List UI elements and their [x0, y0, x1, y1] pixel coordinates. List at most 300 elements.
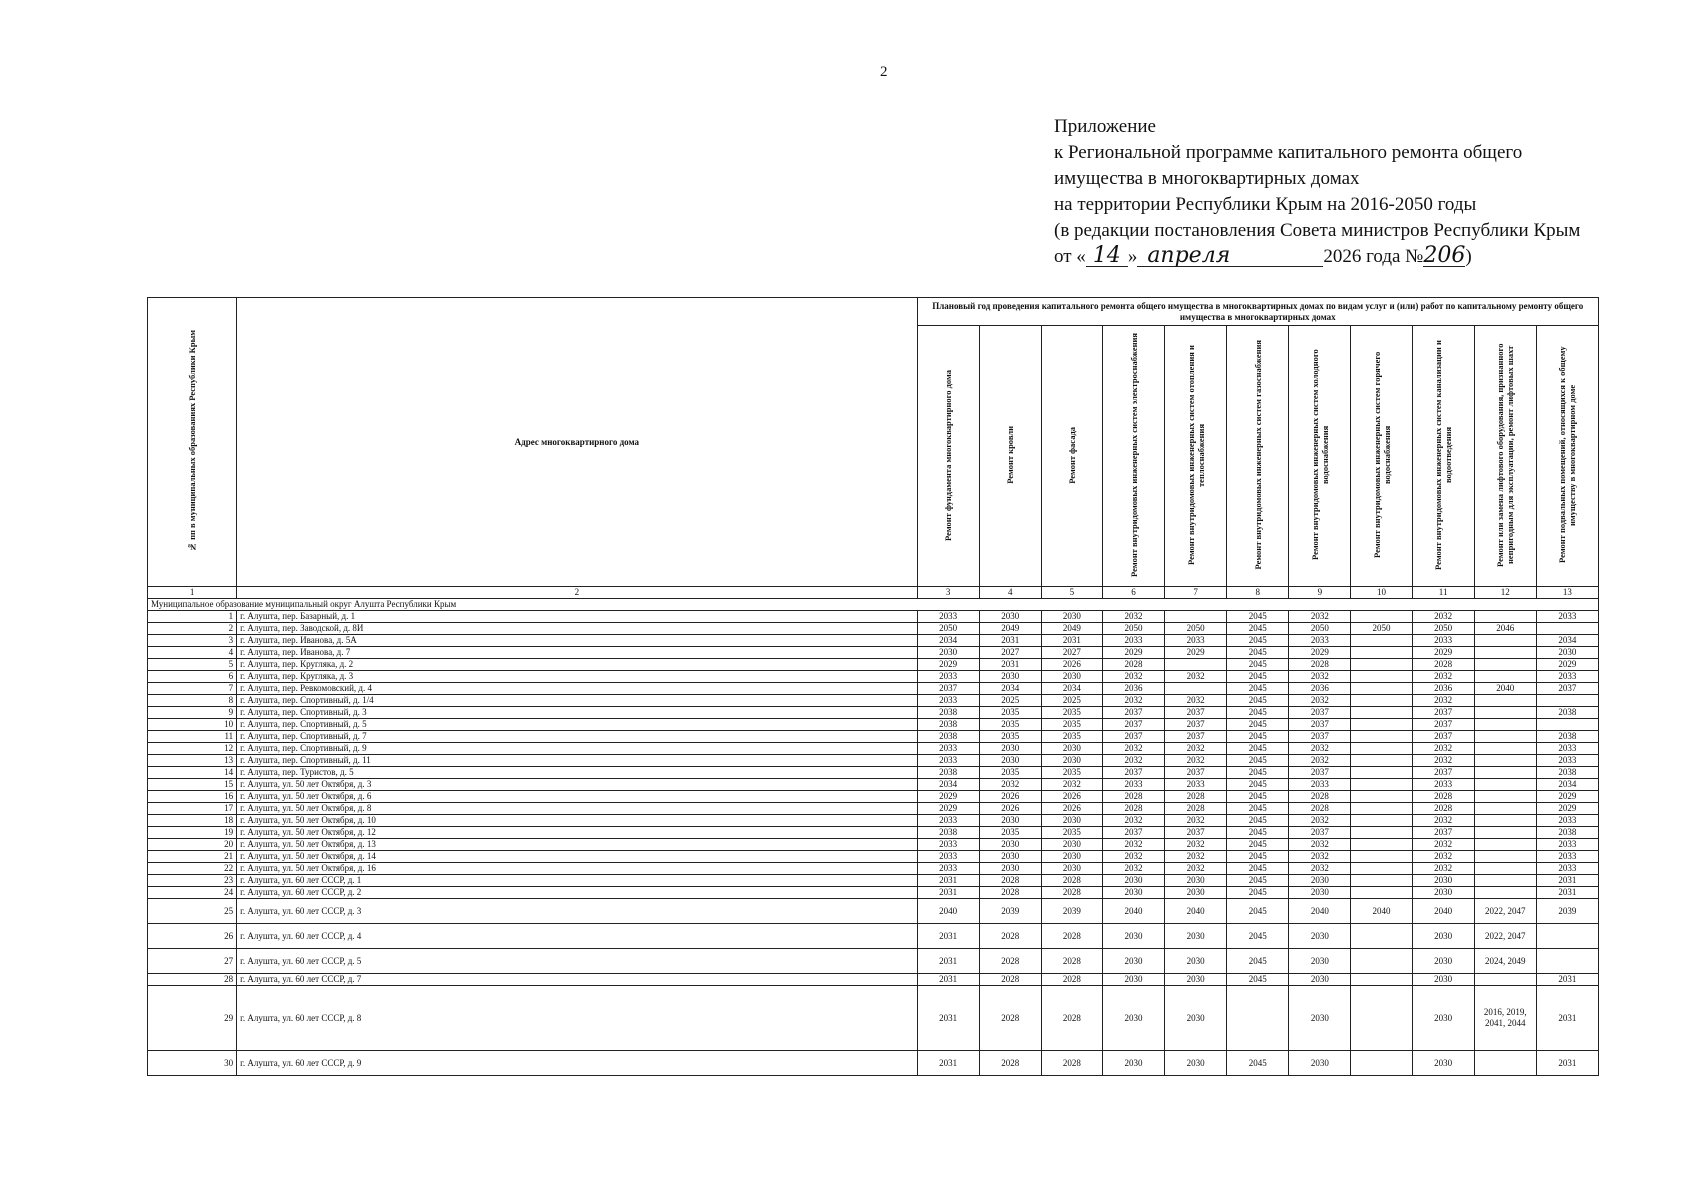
year-cell: 2045: [1227, 887, 1289, 899]
year-cell: 2037: [1536, 683, 1598, 695]
year-cell: 2028: [1102, 659, 1164, 671]
year-cell: 2035: [1041, 731, 1102, 743]
year-cell: 2032: [1165, 851, 1227, 863]
year-cell: 2030: [1412, 1051, 1474, 1076]
year-cell: [1474, 974, 1536, 986]
year-cell: [1351, 671, 1412, 683]
year-cell: 2050: [1165, 623, 1227, 635]
year-cell: 2033: [1536, 743, 1598, 755]
year-cell: 2029: [1536, 791, 1598, 803]
year-cell: 2045: [1227, 815, 1289, 827]
year-cell: 2031: [979, 659, 1041, 671]
column-number: 12: [1474, 587, 1536, 599]
year-cell: [1474, 707, 1536, 719]
table-row: [148, 851, 1599, 863]
year-cell: 2050: [1351, 623, 1412, 635]
row-number: 19: [148, 827, 237, 839]
row-number: 23: [148, 875, 237, 887]
row-number: 27: [148, 949, 237, 974]
year-cell: 2034: [917, 779, 979, 791]
year-cell: [1536, 719, 1598, 731]
year-cell: 2032: [1102, 611, 1164, 623]
year-cell: 2049: [979, 623, 1041, 635]
year-cell: 2031: [1041, 635, 1102, 647]
year-cell: 2030: [1041, 755, 1102, 767]
year-cell: 2030: [1102, 949, 1164, 974]
year-cell: 2037: [1165, 827, 1227, 839]
row-address: г. Алушта, пер. Спортивный, д. 11: [237, 755, 917, 767]
year-cell: [1351, 887, 1412, 899]
year-cell: 2039: [1041, 899, 1102, 924]
year-cell: 2045: [1227, 611, 1289, 623]
year-cell: 2035: [1041, 827, 1102, 839]
year-cell: [1536, 623, 1598, 635]
year-cell: [1474, 875, 1536, 887]
year-cell: 2029: [1536, 659, 1598, 671]
year-cell: [1474, 659, 1536, 671]
table-row: [148, 611, 1599, 623]
year-cell: 2032: [1165, 695, 1227, 707]
year-cell: 2028: [1041, 1051, 1102, 1076]
year-cell: 2037: [1412, 731, 1474, 743]
year-cell: 2032: [1289, 863, 1351, 875]
year-cell: [1351, 635, 1412, 647]
row-address: г. Алушта, пер. Спортивный, д. 5: [237, 719, 917, 731]
year-cell: 2028: [1041, 875, 1102, 887]
year-cell: 2030: [979, 755, 1041, 767]
year-cell: 2040: [1165, 899, 1227, 924]
year-cell: 2022, 2047: [1474, 924, 1536, 949]
year-cell: 2030: [1289, 1051, 1351, 1076]
appendix-line1: Приложение: [1054, 116, 1156, 137]
year-cell: 2045: [1227, 791, 1289, 803]
year-cell: [1351, 683, 1412, 695]
year-cell: 2037: [1102, 719, 1164, 731]
year-cell: 2030: [1289, 887, 1351, 899]
year-cell: 2031: [1536, 887, 1598, 899]
year-cell: [1351, 731, 1412, 743]
table-row: [148, 743, 1599, 755]
column-number: 11: [1412, 587, 1474, 599]
year-cell: 2045: [1227, 695, 1289, 707]
column-number: 13: [1536, 587, 1598, 599]
year-cell: 2025: [979, 695, 1041, 707]
year-cell: 2031: [1536, 1051, 1598, 1076]
year-cell: 2032: [1165, 863, 1227, 875]
row-number: 29: [148, 986, 237, 1051]
row-address: г. Алушта, ул. 60 лет СССР, д. 4: [237, 924, 917, 949]
year-cell: [1474, 611, 1536, 623]
year-cell: [1474, 635, 1536, 647]
year-cell: 2037: [1289, 827, 1351, 839]
handwritten-day: 14: [1086, 246, 1128, 267]
row-number: 20: [148, 839, 237, 851]
header-work-type: Ремонт внутридомовых инженерных систем газоснабжения: [1227, 326, 1289, 587]
municipality-row: Муниципальное образование муниципальный округ Алушта Республики Крым: [148, 599, 1599, 611]
year-cell: 2028: [979, 974, 1041, 986]
year-cell: 2030: [1412, 924, 1474, 949]
year-cell: 2045: [1227, 623, 1289, 635]
year-cell: [1351, 839, 1412, 851]
year-cell: 2033: [1412, 635, 1474, 647]
from-prefix: от «: [1054, 246, 1086, 267]
table-header: [148, 298, 1599, 587]
year-cell: 2028: [1041, 986, 1102, 1051]
header-work-type: Ремонт кровли: [979, 326, 1041, 587]
year-cell: 2045: [1227, 731, 1289, 743]
year-cell: 2034: [917, 635, 979, 647]
year-cell: 2050: [1412, 623, 1474, 635]
year-cell: 2032: [1289, 755, 1351, 767]
row-address: г. Алушта, ул. 60 лет СССР, д. 7: [237, 974, 917, 986]
year-cell: 2037: [1412, 719, 1474, 731]
year-cell: 2038: [1536, 731, 1598, 743]
table-row: [148, 707, 1599, 719]
header-work-type: Ремонт внутридомовых инженерных систем канализации и водоотведения: [1412, 326, 1474, 587]
year-cell: [1474, 755, 1536, 767]
year-cell: 2040: [1474, 683, 1536, 695]
year-cell: 2030: [1412, 875, 1474, 887]
year-cell: 2032: [1412, 695, 1474, 707]
year-cell: 2033: [1289, 635, 1351, 647]
row-address: г. Алушта, ул. 60 лет СССР, д. 9: [237, 1051, 917, 1076]
column-number: 6: [1102, 587, 1164, 599]
year-cell: [1165, 611, 1227, 623]
year-cell: [1351, 851, 1412, 863]
year-cell: 2036: [1412, 683, 1474, 695]
year-cell: 2028: [979, 887, 1041, 899]
year-cell: [1474, 839, 1536, 851]
year-cell: 2038: [1536, 767, 1598, 779]
year-cell: 2022, 2047: [1474, 899, 1536, 924]
year-cell: [1165, 659, 1227, 671]
year-cell: 2029: [917, 659, 979, 671]
row-number: 11: [148, 731, 237, 743]
year-cell: 2050: [1289, 623, 1351, 635]
year-cell: 2045: [1227, 924, 1289, 949]
year-cell: [1227, 986, 1289, 1051]
year-cell: 2045: [1227, 949, 1289, 974]
year-cell: 2035: [979, 719, 1041, 731]
year-cell: [1351, 647, 1412, 659]
table-row: [148, 899, 1599, 924]
handwritten-number: 206: [1423, 243, 1466, 268]
year-cell: 2028: [1412, 791, 1474, 803]
table-row: [148, 1051, 1599, 1076]
year-cell: 2045: [1227, 827, 1289, 839]
year-cell: 2033: [1102, 635, 1164, 647]
row-number: 2: [148, 623, 237, 635]
year-cell: [1351, 863, 1412, 875]
table-row: [148, 671, 1599, 683]
row-address: г. Алушта, ул. 60 лет СССР, д. 5: [237, 949, 917, 974]
year-cell: 2030: [1289, 974, 1351, 986]
year-cell: 2045: [1227, 839, 1289, 851]
year-cell: 2028: [979, 1051, 1041, 1076]
header-work-type: Ремонт фасада: [1041, 326, 1102, 587]
year-cell: 2045: [1227, 1051, 1289, 1076]
table-row: [148, 791, 1599, 803]
row-address: г. Алушта, пер. Спортивный, д. 7: [237, 731, 917, 743]
year-cell: 2039: [979, 899, 1041, 924]
year-cell: 2045: [1227, 899, 1289, 924]
year-cell: 2032: [1412, 755, 1474, 767]
quote-close: »: [1127, 246, 1138, 267]
year-cell: [1351, 815, 1412, 827]
year-cell: 2033: [917, 671, 979, 683]
year-cell: 2037: [1102, 731, 1164, 743]
year-cell: 2033: [1289, 779, 1351, 791]
year-cell: 2040: [917, 899, 979, 924]
year-cell: 2028: [979, 875, 1041, 887]
year-cell: [1351, 1051, 1412, 1076]
year-cell: [1474, 719, 1536, 731]
row-number: 1: [148, 611, 237, 623]
header-work-type: Ремонт внутридомовых инженерных систем отопления и теплоснабжения: [1165, 326, 1227, 587]
table-row: [148, 827, 1599, 839]
year-cell: 2030: [1289, 986, 1351, 1051]
year-cell: 2045: [1227, 875, 1289, 887]
year-cell: 2029: [917, 803, 979, 815]
year-cell: 2032: [979, 779, 1041, 791]
year-cell: 2030: [1289, 949, 1351, 974]
year-cell: 2045: [1227, 779, 1289, 791]
year-cell: 2032: [1102, 671, 1164, 683]
year-cell: 2035: [979, 731, 1041, 743]
year-cell: 2033: [1165, 635, 1227, 647]
year-cell: 2028: [1041, 974, 1102, 986]
year-cell: 2028: [1102, 791, 1164, 803]
year-cell: [1474, 695, 1536, 707]
header-col-number: № пп в муниципальных образованиях Республики Крым: [148, 298, 237, 587]
appendix-date-line: [1054, 244, 1580, 270]
table-row: [148, 767, 1599, 779]
year-cell: 2037: [1289, 707, 1351, 719]
year-cell: 2031: [917, 974, 979, 986]
year-cell: 2033: [917, 695, 979, 707]
year-cell: 2037: [1102, 827, 1164, 839]
row-number: 13: [148, 755, 237, 767]
year-cell: 2030: [1041, 815, 1102, 827]
column-number: 2: [237, 587, 917, 599]
year-cell: 2034: [1536, 779, 1598, 791]
year-cell: 2030: [1102, 1051, 1164, 1076]
year-cell: 2038: [917, 731, 979, 743]
year-cell: [1351, 743, 1412, 755]
year-cell: 2030: [1165, 875, 1227, 887]
year-cell: [1351, 707, 1412, 719]
year-cell: 2027: [1041, 647, 1102, 659]
year-cell: 2036: [1102, 683, 1164, 695]
year-cell: [1474, 803, 1536, 815]
year-cell: [1351, 803, 1412, 815]
year-cell: 2032: [1102, 851, 1164, 863]
row-address: г. Алушта, ул. 60 лет СССР, д. 3: [237, 899, 917, 924]
year-cell: 2028: [1412, 659, 1474, 671]
year-cell: 2029: [1289, 647, 1351, 659]
year-cell: 2033: [1536, 815, 1598, 827]
appendix-line2: к Региональной программе капитального ремонта общего: [1054, 142, 1523, 163]
header-work-type: Ремонт или замена лифтового оборудования, признанного непригодным для эксплуатации, ремонт лифтовых шахт: [1474, 326, 1536, 587]
year-cell: 2030: [1412, 887, 1474, 899]
year-cell: 2040: [1289, 899, 1351, 924]
year-cell: [1351, 986, 1412, 1051]
year-cell: 2034: [1536, 635, 1598, 647]
year-cell: 2045: [1227, 635, 1289, 647]
year-cell: 2032: [1289, 695, 1351, 707]
row-address: г. Алушта, ул. 50 лет Октября, д. 3: [237, 779, 917, 791]
year-cell: 2040: [1351, 899, 1412, 924]
year-cell: 2037: [1165, 767, 1227, 779]
paren-close: ): [1465, 246, 1472, 267]
year-cell: 2033: [917, 611, 979, 623]
year-cell: 2030: [1041, 851, 1102, 863]
year-cell: 2032: [1102, 743, 1164, 755]
year-cell: 2028: [1289, 659, 1351, 671]
year-cell: 2028: [1165, 803, 1227, 815]
year-cell: 2031: [979, 635, 1041, 647]
row-number: 16: [148, 791, 237, 803]
year-cell: 2030: [1289, 924, 1351, 949]
year-cell: 2030: [1412, 949, 1474, 974]
year-cell: 2045: [1227, 851, 1289, 863]
year-cell: 2032: [1412, 743, 1474, 755]
row-number: 25: [148, 899, 237, 924]
year-cell: 2040: [1412, 899, 1474, 924]
table-row: [148, 803, 1599, 815]
year-cell: [1474, 827, 1536, 839]
year-cell: 2031: [917, 986, 979, 1051]
table-row: [148, 875, 1599, 887]
year-cell: 2033: [1536, 863, 1598, 875]
year-cell: 2030: [979, 743, 1041, 755]
year-cell: 2030: [1102, 986, 1164, 1051]
row-number: 28: [148, 974, 237, 986]
year-cell: [1474, 647, 1536, 659]
year-cell: 2033: [917, 863, 979, 875]
row-number: 7: [148, 683, 237, 695]
year-cell: 2033: [1536, 851, 1598, 863]
table-row: [148, 755, 1599, 767]
year-cell: 2037: [1102, 767, 1164, 779]
year-cell: 2030: [1536, 647, 1598, 659]
row-number: 5: [148, 659, 237, 671]
row-number: 18: [148, 815, 237, 827]
year-cell: 2045: [1227, 719, 1289, 731]
row-address: г. Алушта, ул. 50 лет Октября, д. 8: [237, 803, 917, 815]
row-address: г. Алушта, пер. Спортивный, д. 1/4: [237, 695, 917, 707]
year-cell: 2035: [1041, 719, 1102, 731]
row-address: г. Алушта, пер. Туристов, д. 5: [237, 767, 917, 779]
year-cell: 2033: [1102, 779, 1164, 791]
year-cell: 2026: [1041, 659, 1102, 671]
column-number: 10: [1351, 587, 1412, 599]
table-row: [148, 731, 1599, 743]
year-cell: 2045: [1227, 767, 1289, 779]
year-cell: 2030: [1102, 887, 1164, 899]
row-number: 3: [148, 635, 237, 647]
year-cell: 2030: [1041, 671, 1102, 683]
year-cell: 2031: [917, 949, 979, 974]
year-cell: 2029: [1165, 647, 1227, 659]
year-cell: 2030: [1041, 611, 1102, 623]
year-cell: 2030: [1412, 986, 1474, 1051]
year-cell: 2045: [1227, 863, 1289, 875]
year-cell: 2032: [1102, 863, 1164, 875]
year-cell: 2030: [979, 863, 1041, 875]
year-cell: 2031: [917, 875, 979, 887]
year-cell: 2032: [1289, 671, 1351, 683]
row-number: 4: [148, 647, 237, 659]
column-number: 5: [1041, 587, 1102, 599]
year-cell: 2028: [979, 949, 1041, 974]
year-cell: 2037: [1289, 719, 1351, 731]
row-number: 15: [148, 779, 237, 791]
year-cell: [1351, 791, 1412, 803]
year-cell: 2037: [917, 683, 979, 695]
year-cell: 2025: [1041, 695, 1102, 707]
header-work-type: Ремонт внутридомовых инженерных систем электроснабжения: [1102, 326, 1164, 587]
page-number: 2: [880, 64, 888, 80]
year-cell: [1474, 779, 1536, 791]
column-number: 1: [148, 587, 237, 599]
year-text: 2026 года №: [1323, 246, 1424, 267]
year-cell: 2032: [1412, 611, 1474, 623]
year-cell: 2045: [1227, 743, 1289, 755]
row-address: г. Алушта, ул. 50 лет Октября, д. 10: [237, 815, 917, 827]
year-cell: 2029: [1536, 803, 1598, 815]
year-cell: 2039: [1536, 899, 1598, 924]
row-address: г. Алушта, ул. 50 лет Октября, д. 16: [237, 863, 917, 875]
row-address: г. Алушта, пер. Спортивный, д. 3: [237, 707, 917, 719]
year-cell: [1474, 863, 1536, 875]
year-cell: 2038: [1536, 827, 1598, 839]
year-cell: 2032: [1412, 851, 1474, 863]
column-number: 8: [1227, 587, 1289, 599]
year-cell: 2016, 2019, 2041, 2044: [1474, 986, 1536, 1051]
row-number: 26: [148, 924, 237, 949]
year-cell: 2050: [1102, 623, 1164, 635]
year-cell: 2031: [1536, 986, 1598, 1051]
year-cell: 2032: [1102, 695, 1164, 707]
row-address: г. Алушта, ул. 60 лет СССР, д. 2: [237, 887, 917, 899]
row-address: г. Алушта, пер. Базарный, д. 1: [237, 611, 917, 623]
year-cell: [1165, 683, 1227, 695]
row-number: 14: [148, 767, 237, 779]
header-plan-year: Плановый год проведения капитального ремонта общего имущества в многоквартирных домах по видам услуг и (или) работ по капитальному ремонту общего имущества в многоквартирных домах: [917, 298, 1598, 326]
year-cell: 2030: [979, 611, 1041, 623]
row-address: г. Алушта, ул. 60 лет СССР, д. 8: [237, 986, 917, 1051]
year-cell: 2032: [1041, 779, 1102, 791]
year-cell: 2031: [1536, 875, 1598, 887]
header-work-type: Ремонт внутридомовых инженерных систем холодного водоснабжения: [1289, 326, 1351, 587]
year-cell: 2049: [1041, 623, 1102, 635]
year-cell: 2029: [917, 791, 979, 803]
table-row: [148, 974, 1599, 986]
row-number: 12: [148, 743, 237, 755]
year-cell: 2030: [1412, 974, 1474, 986]
year-cell: 2024, 2049: [1474, 949, 1536, 974]
year-cell: [1351, 659, 1412, 671]
year-cell: 2032: [1289, 743, 1351, 755]
year-cell: 2026: [1041, 803, 1102, 815]
year-cell: 2030: [979, 839, 1041, 851]
year-cell: 2032: [1165, 815, 1227, 827]
year-cell: [1351, 755, 1412, 767]
year-cell: 2038: [917, 719, 979, 731]
year-cell: [1351, 827, 1412, 839]
year-cell: 2030: [1165, 887, 1227, 899]
